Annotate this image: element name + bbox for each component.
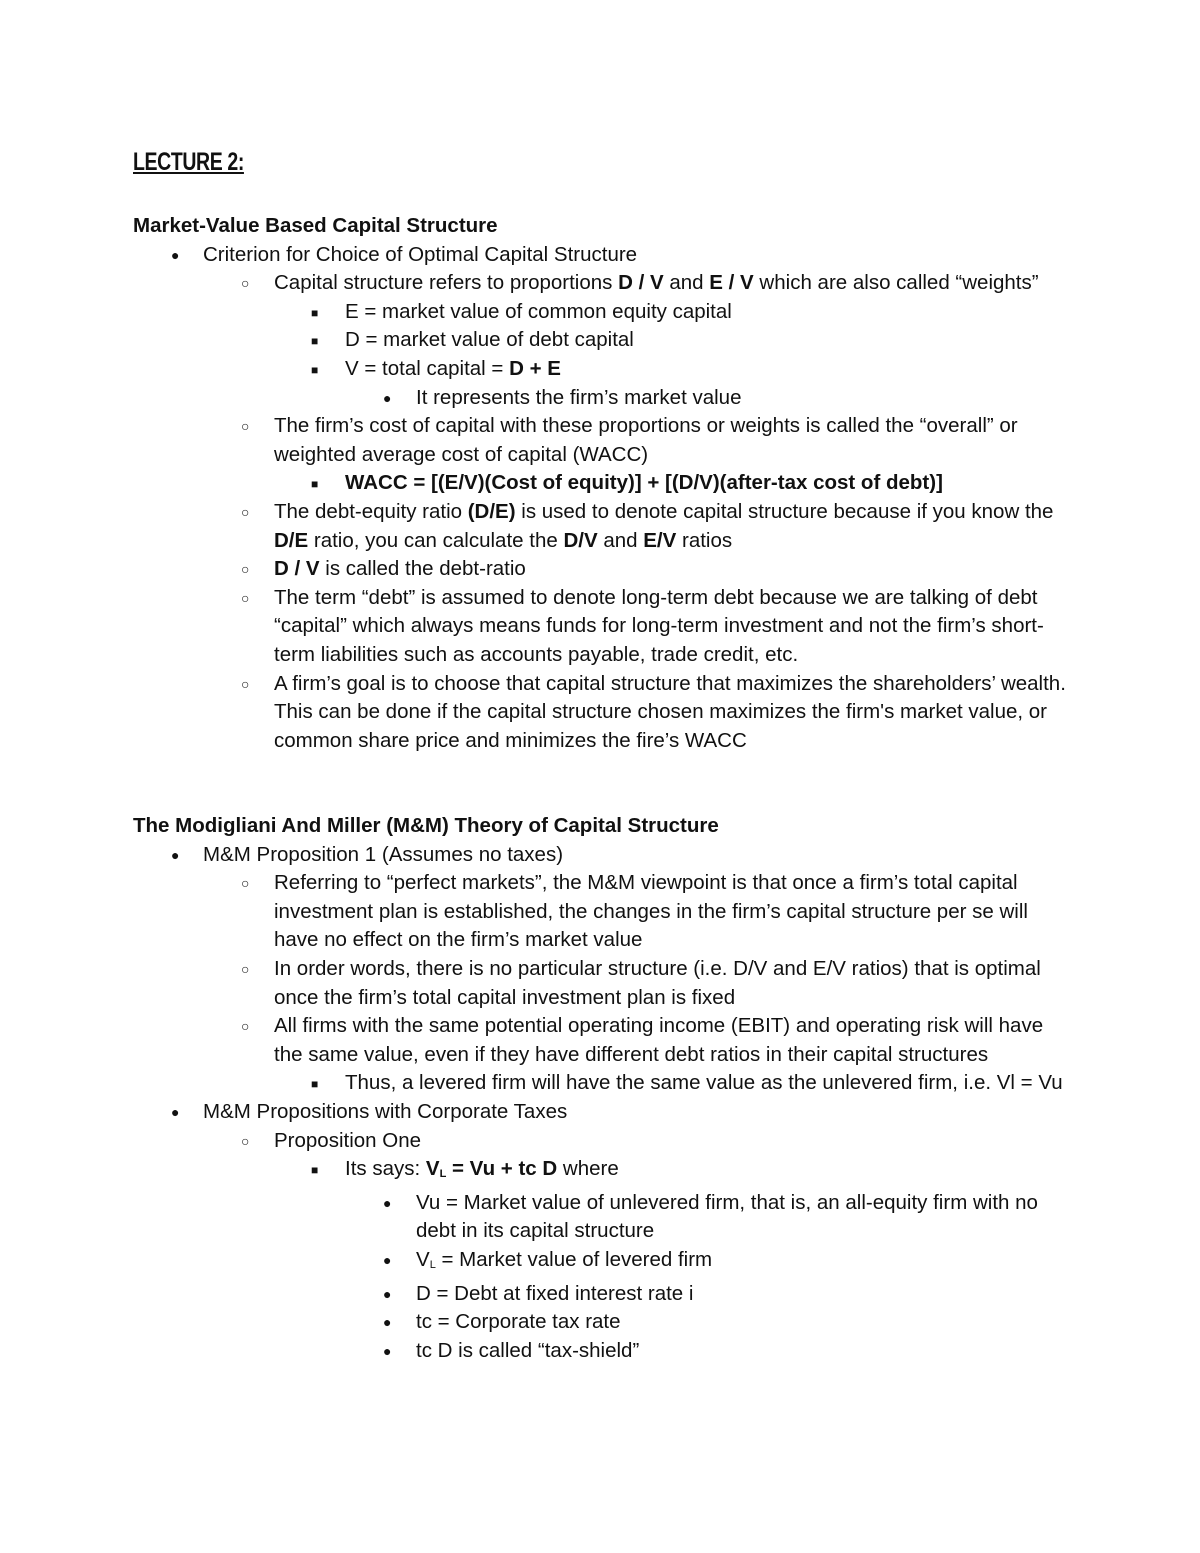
circle-bullet-icon: [241, 269, 249, 298]
circle-bullet-icon: [241, 670, 249, 699]
section-heading: Market-Value Based Capital Structure: [133, 214, 498, 237]
square-bullet-icon: [311, 326, 318, 356]
square-bullet-icon: [311, 298, 318, 328]
circle-bullet-icon: [241, 1012, 249, 1041]
list-item: ○ The firm’s cost of capital with these proportions or weights is called the “overall” or weighted average cost of capital (WACC): [133, 412, 1073, 469]
wacc-formula: WACC = [(E/V)(Cost of equity)] + [(D/V)(after-tax cost of debt)]: [345, 471, 943, 495]
circle-bullet-icon: [241, 412, 249, 441]
bullet-list: [133, 241, 1073, 756]
list-item: ■ D = market value of debt capital: [133, 326, 1073, 355]
list-item: ■ Its says: VL = Vu + tc D where: [133, 1155, 1073, 1189]
list-item: ■ E = market value of common equity capital: [133, 298, 1073, 327]
bullet-icon: [383, 1280, 391, 1309]
list-item: ○ Proposition One: [133, 1127, 1073, 1156]
list-item: ● It represents the firm’s market value: [133, 384, 1073, 413]
list-item: ● tc D is called “tax-shield”: [133, 1337, 1073, 1366]
list-item: ● Vu = Market value of unlevered firm, that is, an all-equity firm with no debt in its capital structure: [133, 1189, 1073, 1246]
bullet-icon: [383, 1246, 391, 1275]
bullet-icon: [383, 1189, 391, 1218]
list-item: ○ Referring to “perfect markets”, the M&M viewpoint is that once a firm’s total capital investment plan is established, the changes in the firm’s capital structure per se will have no effect on the firm’s market value: [133, 869, 1073, 955]
circle-bullet-icon: [241, 555, 249, 584]
list-item: ● D = Debt at fixed interest rate i: [133, 1280, 1073, 1309]
list-item: ○ All firms with the same potential operating income (EBIT) and operating risk will have the same value, even if they have different debt ratios in their capital structures: [133, 1012, 1073, 1069]
lecture-title: LECTURE 2:: [133, 148, 244, 176]
circle-bullet-icon: [241, 1127, 249, 1156]
list-item: ● VL = Market value of levered firm: [133, 1246, 1073, 1280]
bullet-icon: [383, 1337, 391, 1366]
section-mm-theory: [133, 812, 1073, 1365]
section-heading: The Modigliani And Miller (M&M) Theory of Capital Structure: [133, 814, 719, 837]
list-item: ○ A firm’s goal is to choose that capital structure that maximizes the shareholders’ wealth. This can be done if the capital structure chosen maximizes the firm's market value, or common share price and minimizes the fire’s WACC: [133, 670, 1073, 756]
list-item: ● tc = Corporate tax rate: [133, 1308, 1073, 1337]
list-item: [133, 469, 1073, 498]
list-item: ■ Thus, a levered firm will have the same value as the unlevered firm, i.e. Vl = Vu: [133, 1069, 1073, 1098]
square-bullet-icon: [311, 355, 318, 385]
bullet-icon: [383, 384, 391, 413]
bullet-icon: [171, 841, 179, 870]
list-item: ○ The debt-equity ratio (D/E) is used to denote capital structure because if you know the D/E ratio, you can calculate the D/V and E/V ratios: [133, 498, 1073, 555]
square-bullet-icon: [311, 1155, 318, 1185]
list-item: ○ D / V is called the debt-ratio: [133, 555, 1073, 584]
circle-bullet-icon: [241, 869, 249, 898]
list-item: ○ The term “debt” is assumed to denote long-term debt because we are talking of debt “capital” which always means funds for long-term investment and not the firm’s short-term liabilities such as accounts payable, trade credit, etc.: [133, 584, 1073, 670]
circle-bullet-icon: [241, 498, 249, 527]
list-item: ● M&M Propositions with Corporate Taxes: [133, 1098, 1073, 1127]
square-bullet-icon: [311, 1069, 318, 1099]
list-item: ● M&M Proposition 1 (Assumes no taxes): [133, 841, 1073, 870]
bullet-icon: [171, 1098, 179, 1127]
section-market-value: [133, 212, 1073, 755]
bullet-list: [133, 841, 1073, 1366]
list-item: ○ In order words, there is no particular structure (i.e. D/V and E/V ratios) that is optimal once the firm’s total capital investment plan is fixed: [133, 955, 1073, 1012]
bullet-icon: [383, 1308, 391, 1337]
circle-bullet-icon: [241, 584, 249, 613]
bullet-icon: [171, 241, 179, 270]
list-item: ○ Capital structure refers to proportions D / V and E / V which are also called “weights”: [133, 269, 1073, 298]
list-item: ● Criterion for Choice of Optimal Capital Structure: [133, 241, 1073, 270]
list-item: ■ V = total capital = D + E: [133, 355, 1073, 384]
circle-bullet-icon: [241, 955, 249, 984]
square-bullet-icon: [311, 469, 318, 499]
